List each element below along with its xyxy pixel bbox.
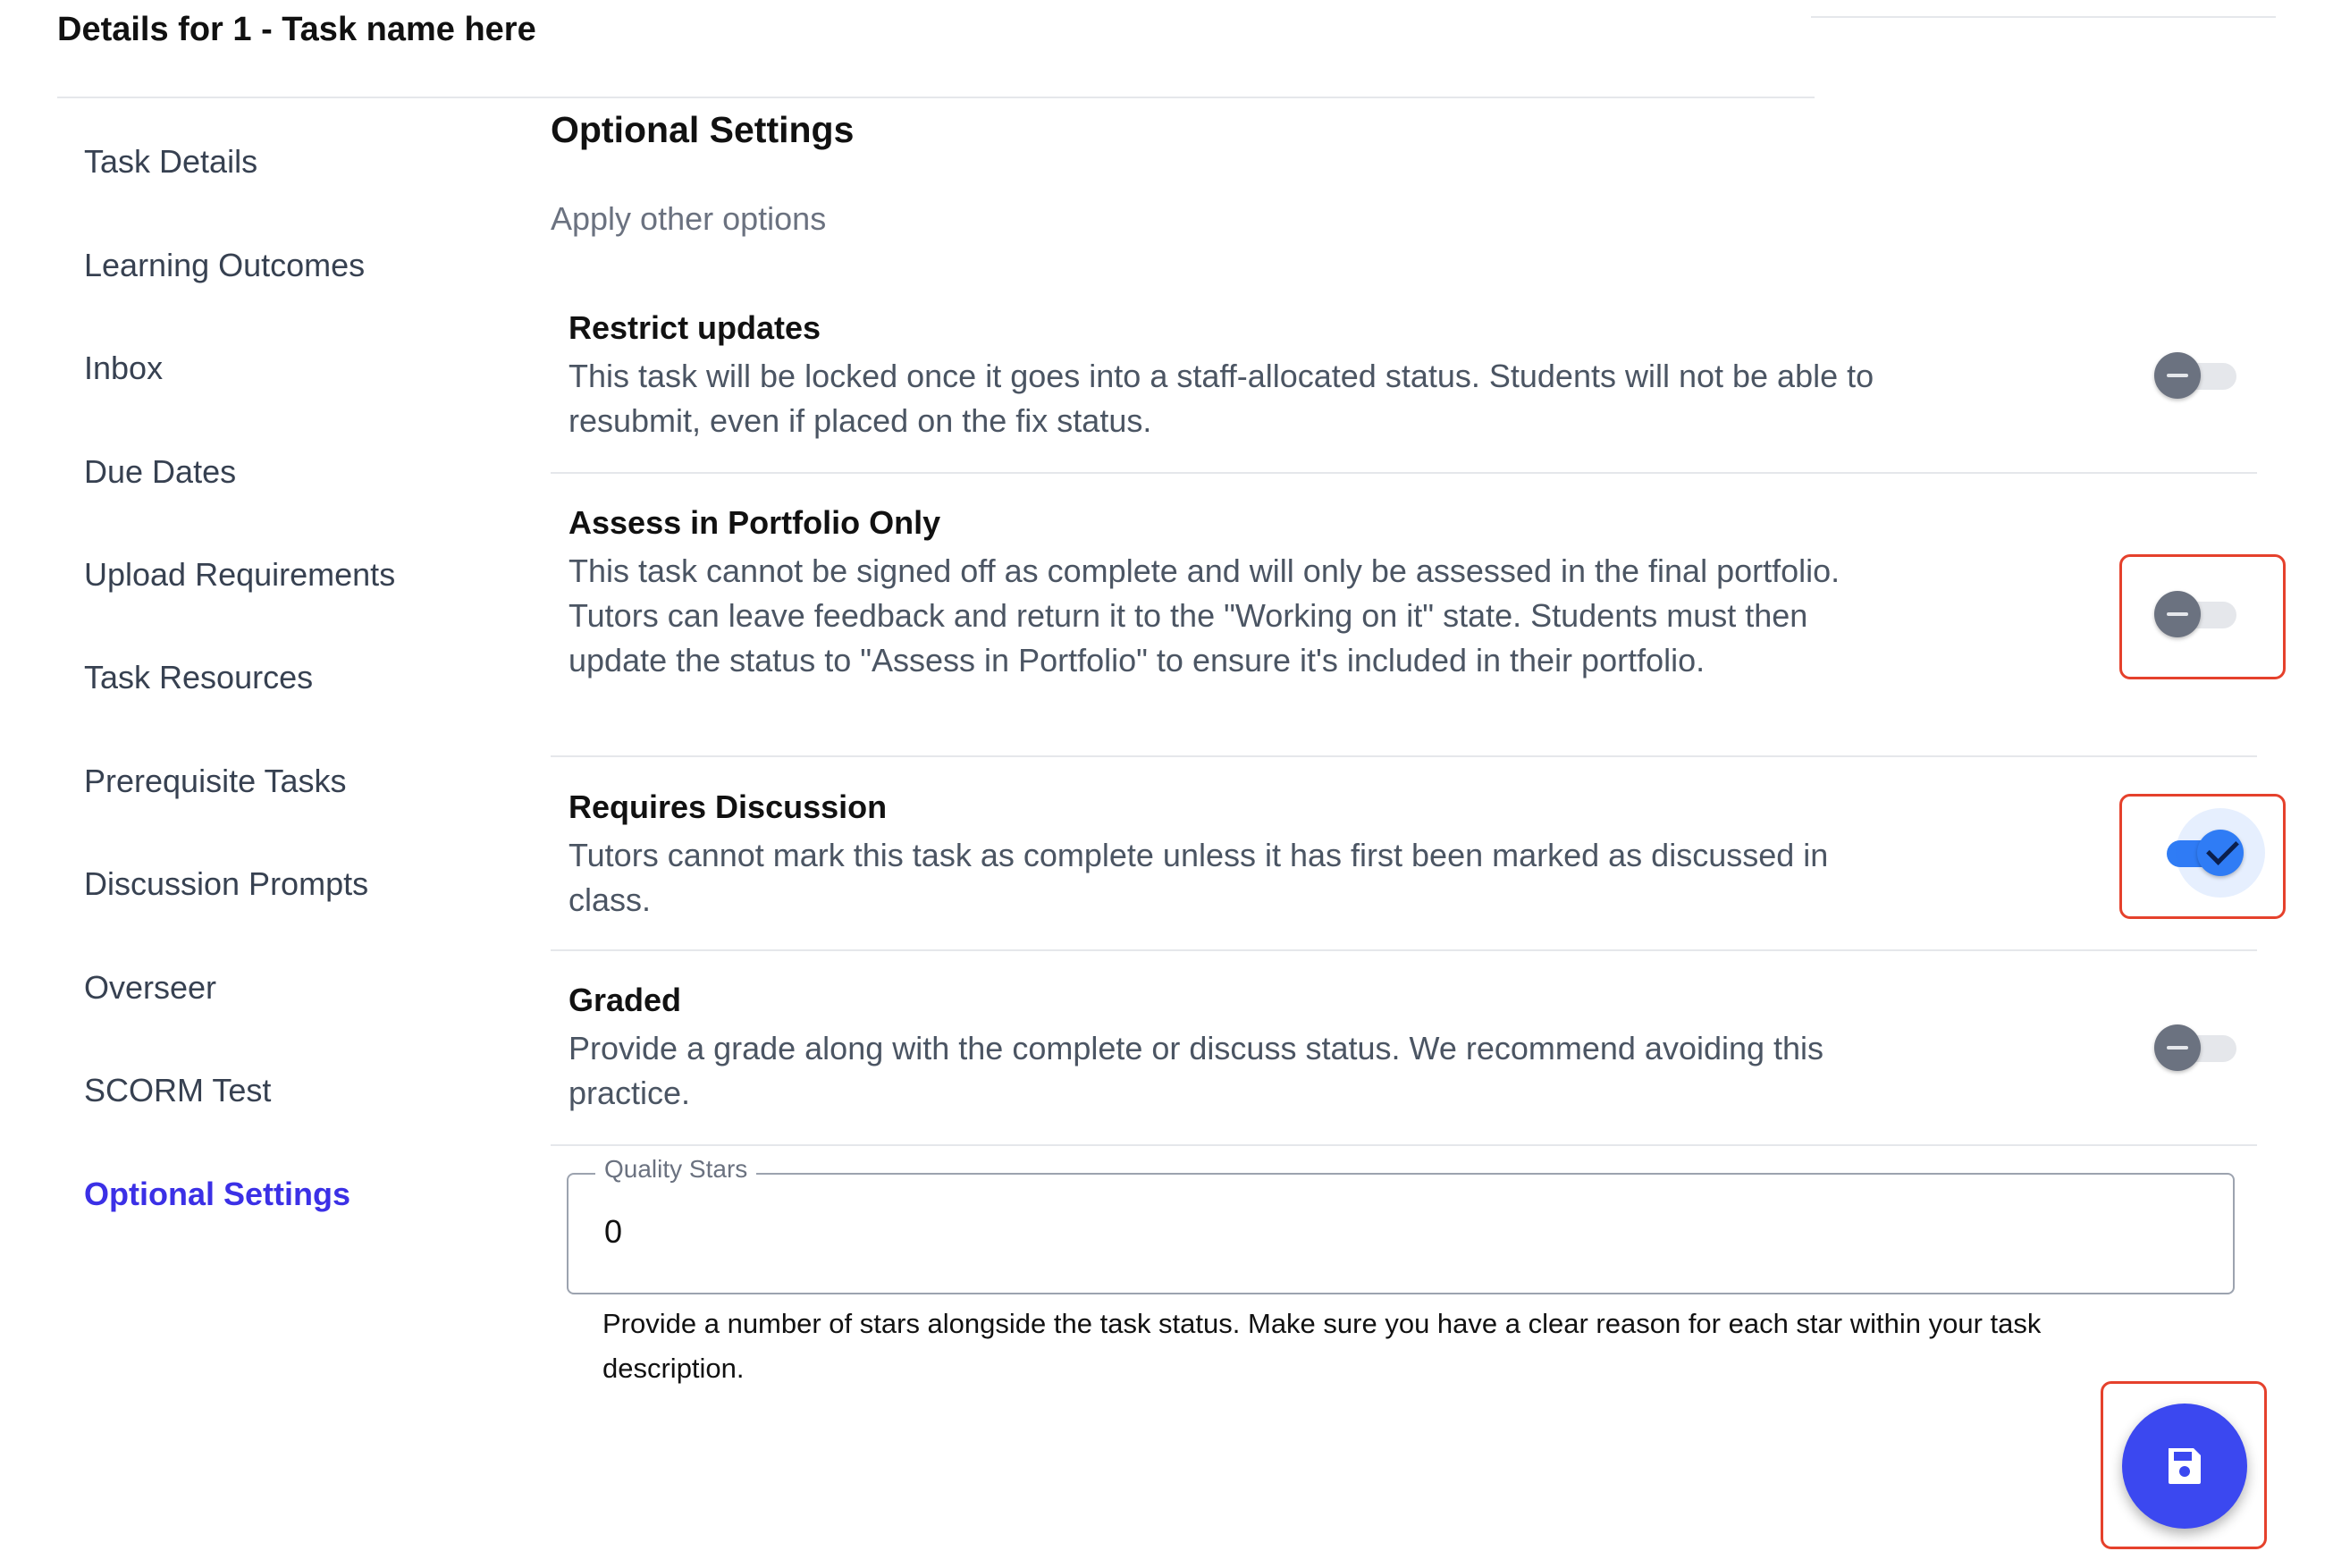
header-divider-right <box>1811 16 2276 18</box>
save-button[interactable] <box>2122 1404 2247 1529</box>
sidebar-item-learning-outcomes[interactable]: Learning Outcomes <box>84 247 366 283</box>
sidebar-item-inbox[interactable]: Inbox <box>84 350 164 386</box>
sidebar-item-discussion-prompts[interactable]: Discussion Prompts <box>84 865 369 902</box>
quality-stars-input[interactable] <box>602 1212 964 1252</box>
sidebar-item-due-dates[interactable]: Due Dates <box>84 453 237 490</box>
sidebar-item-task-details[interactable]: Task Details <box>84 143 258 180</box>
quality-stars-help: Provide a number of stars alongside the task status. Make sure you have a clear reason for each star within your task description. <box>602 1308 2042 1384</box>
floppy-disk-icon <box>2163 1445 2206 1488</box>
divider <box>551 472 2257 474</box>
requires-discussion-toggle[interactable] <box>2154 826 2244 880</box>
quality-stars-field <box>567 1155 2235 1294</box>
section-subtitle: Apply other options <box>551 200 827 237</box>
divider <box>551 755 2257 757</box>
divider <box>551 949 2257 951</box>
quality-stars-label: Quality Stars <box>595 1155 756 1184</box>
setting-description: This task will be locked once it goes into a staff-allocated status. Students will not be able to resubmit, even if placed on the fix status. <box>569 358 1874 439</box>
sidebar-item-prerequisite-tasks[interactable]: Prerequisite Tasks <box>84 763 347 799</box>
assess-in-portfolio-toggle[interactable] <box>2154 587 2244 641</box>
minus-icon <box>2154 1024 2201 1071</box>
divider <box>551 1144 2257 1146</box>
graded-toggle[interactable] <box>2154 1021 2244 1075</box>
setting-title: Graded <box>569 982 682 1018</box>
sidebar-item-overseer[interactable]: Overseer <box>84 969 217 1006</box>
page-title: Details for 1 - Task name here <box>57 11 536 48</box>
setting-description: This task cannot be signed off as complete and will only be assessed in the final portfolio. Tutors can leave feedback and return it to the "Working on it" state. Students must then update the status to "Assess in Portfolio" to ensure it's included in their portfolio. <box>569 552 1840 679</box>
sidebar-item-scorm-test[interactable]: SCORM Test <box>84 1072 272 1109</box>
setting-description: Provide a grade along with the complete or discuss status. We recommend avoiding this practice. <box>569 1030 1824 1111</box>
header-divider <box>57 97 1815 98</box>
sidebar-item-upload-requirements[interactable]: Upload Requirements <box>84 556 396 593</box>
setting-title: Requires Discussion <box>569 788 888 825</box>
setting-title: Assess in Portfolio Only <box>569 504 941 541</box>
section-title: Optional Settings <box>551 109 855 150</box>
minus-icon <box>2154 352 2201 399</box>
setting-description: Tutors cannot mark this task as complete unless it has first been marked as discussed in class. <box>569 837 1829 918</box>
minus-icon <box>2154 591 2201 637</box>
sidebar-item-task-resources[interactable]: Task Resources <box>84 659 314 695</box>
restrict-updates-toggle[interactable] <box>2154 349 2244 402</box>
setting-title: Restrict updates <box>569 309 821 346</box>
sidebar-item-optional-settings[interactable]: Optional Settings <box>84 1176 351 1212</box>
